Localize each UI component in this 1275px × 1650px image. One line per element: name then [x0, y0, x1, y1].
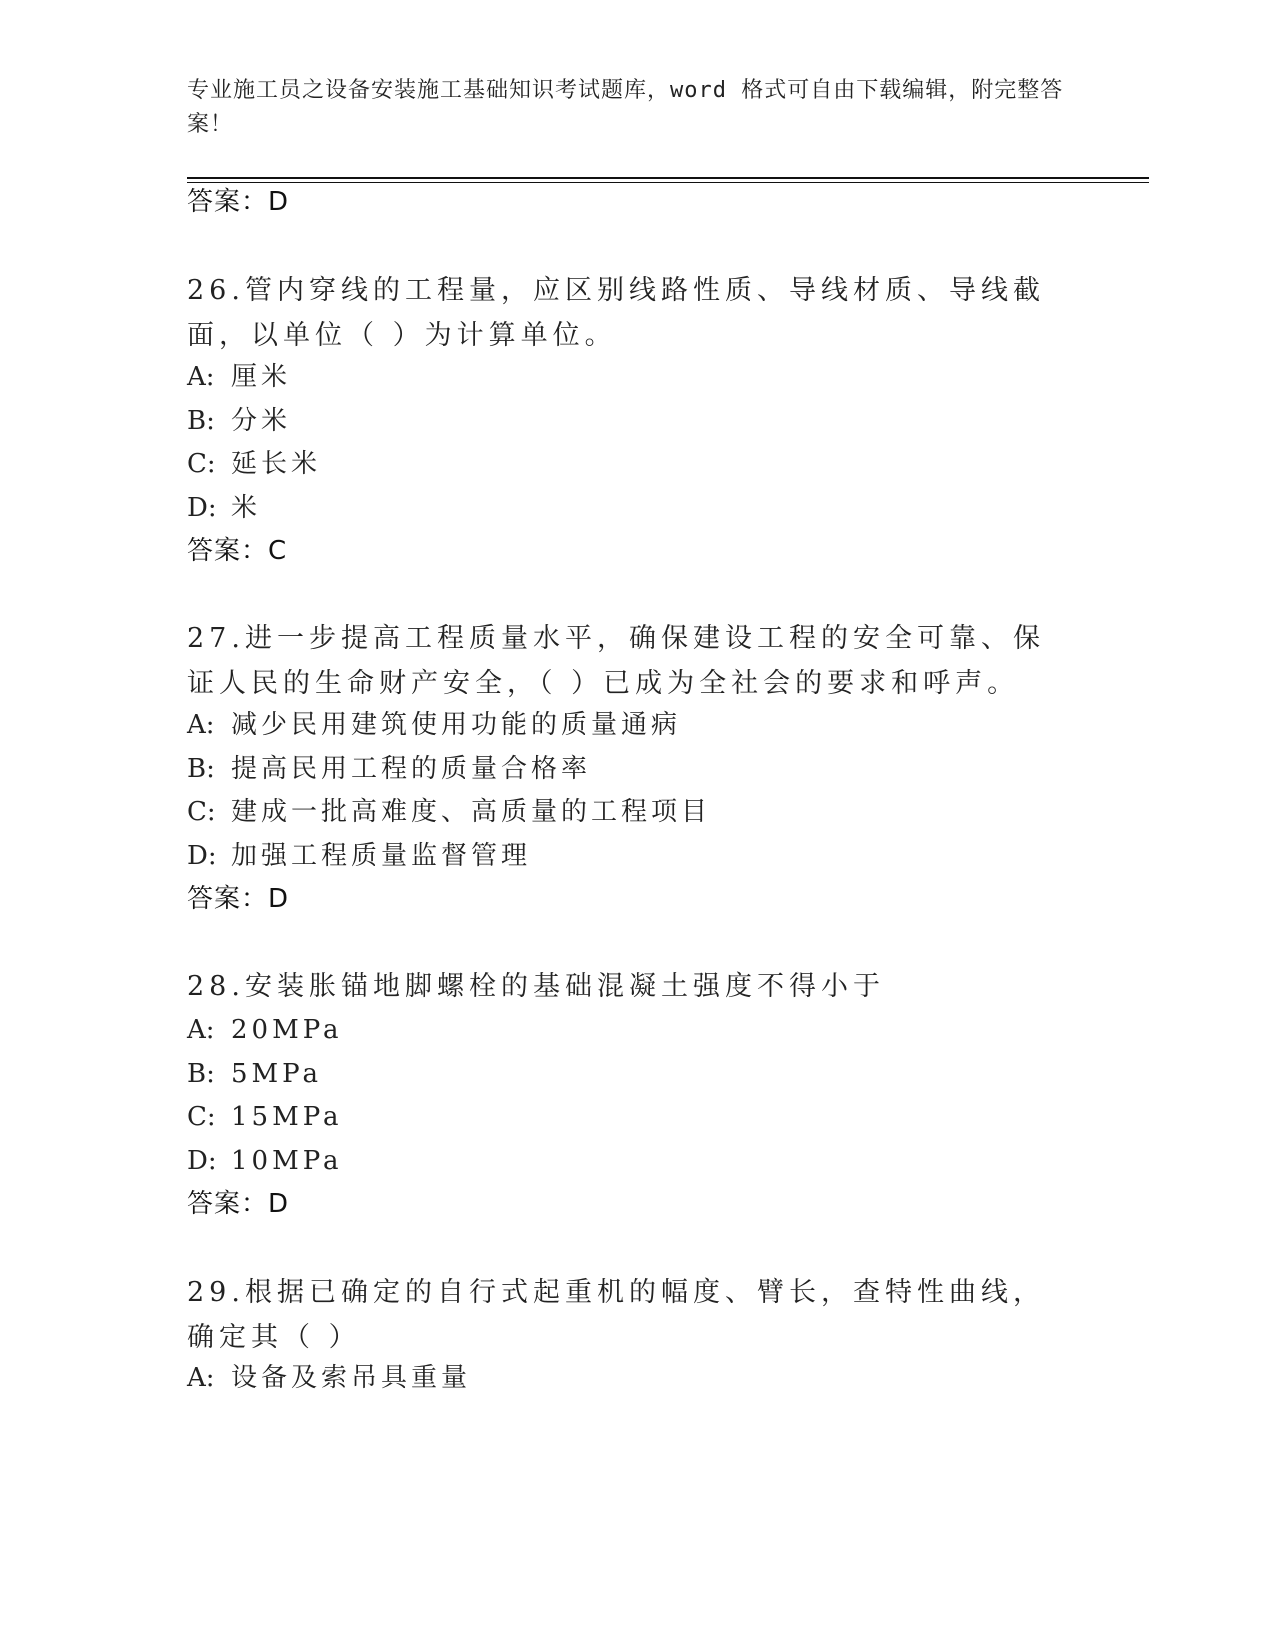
answer-value: C	[268, 536, 288, 566]
answer-value: D	[268, 884, 290, 914]
option-c	[187, 447, 321, 481]
option-text: 15MPa	[231, 1102, 343, 1132]
option-text: 提高民用工程的质量合格率	[231, 754, 592, 784]
option-key: A:	[187, 710, 215, 740]
option-key: A:	[187, 1015, 215, 1045]
option-text: 厘米	[231, 362, 292, 392]
option-a	[187, 360, 291, 394]
answer-value: D	[268, 187, 290, 217]
option-text: 设备及索吊具重量	[231, 1363, 472, 1393]
option-text: 延长米	[231, 449, 322, 479]
option-d	[187, 839, 531, 873]
option-key: D:	[187, 1146, 217, 1176]
option-key: C:	[187, 797, 216, 827]
answer-line	[187, 882, 289, 916]
answer-label: 答案：	[187, 884, 269, 914]
question-stem: 27.进一步提高工程质量水平，确保建设工程的安全可靠、保证人民的生命财产安全，（ ）已成为全社会的要求和呼声。	[187, 623, 1045, 699]
question-stem: 26.管内穿线的工程量，应区别线路性质、导线材质、导线截面，以单位（ ）为计算单位。	[187, 275, 1045, 351]
question-stem: 28.安装胀锚地脚螺栓的基础混凝土强度不得小于	[187, 971, 885, 1002]
option-a	[187, 1013, 343, 1047]
option-key: C:	[187, 449, 216, 479]
option-a	[187, 708, 681, 742]
option-key: C:	[187, 1102, 216, 1132]
answer-line	[187, 534, 287, 568]
option-b	[187, 404, 291, 438]
option-b	[187, 752, 591, 786]
answer-line	[187, 185, 289, 219]
answer-label: 答案：	[187, 1189, 269, 1219]
option-text: 分米	[231, 406, 292, 436]
option-text: 减少民用建筑使用功能的质量通病	[231, 710, 682, 740]
option-key: D:	[187, 841, 217, 871]
option-key: B:	[187, 406, 215, 436]
answer-line	[187, 1187, 289, 1221]
option-text: 10MPa	[231, 1146, 343, 1176]
option-key: D:	[187, 493, 217, 523]
option-a	[187, 1361, 471, 1395]
option-text: 米	[231, 493, 262, 523]
option-b	[187, 1057, 322, 1091]
answer-label: 答案：	[187, 536, 269, 566]
option-text: 5MPa	[231, 1059, 322, 1089]
header-divider	[187, 177, 1149, 179]
option-key: B:	[187, 1059, 215, 1089]
option-d	[187, 491, 261, 525]
option-key: B:	[187, 754, 215, 784]
answer-label: 答案：	[187, 187, 269, 217]
option-text: 20MPa	[231, 1015, 343, 1045]
option-text: 建成一批高难度、高质量的工程项目	[231, 797, 712, 827]
option-c	[187, 795, 711, 829]
header-divider-thin	[187, 182, 1149, 183]
page-header: 专业施工员之设备安装施工基础知识考试题库，word 格式可自由下载编辑，附完整答案！	[187, 78, 1064, 137]
option-key: A:	[187, 1363, 215, 1393]
answer-value: D	[268, 1189, 290, 1219]
option-key: A:	[187, 362, 215, 392]
option-d	[187, 1144, 343, 1178]
option-text: 加强工程质量监督管理	[231, 841, 532, 871]
question-stem: 29.根据已确定的自行式起重机的幅度、臂长，查特性曲线，确定其（ ）	[187, 1277, 1045, 1353]
option-c	[187, 1100, 343, 1134]
